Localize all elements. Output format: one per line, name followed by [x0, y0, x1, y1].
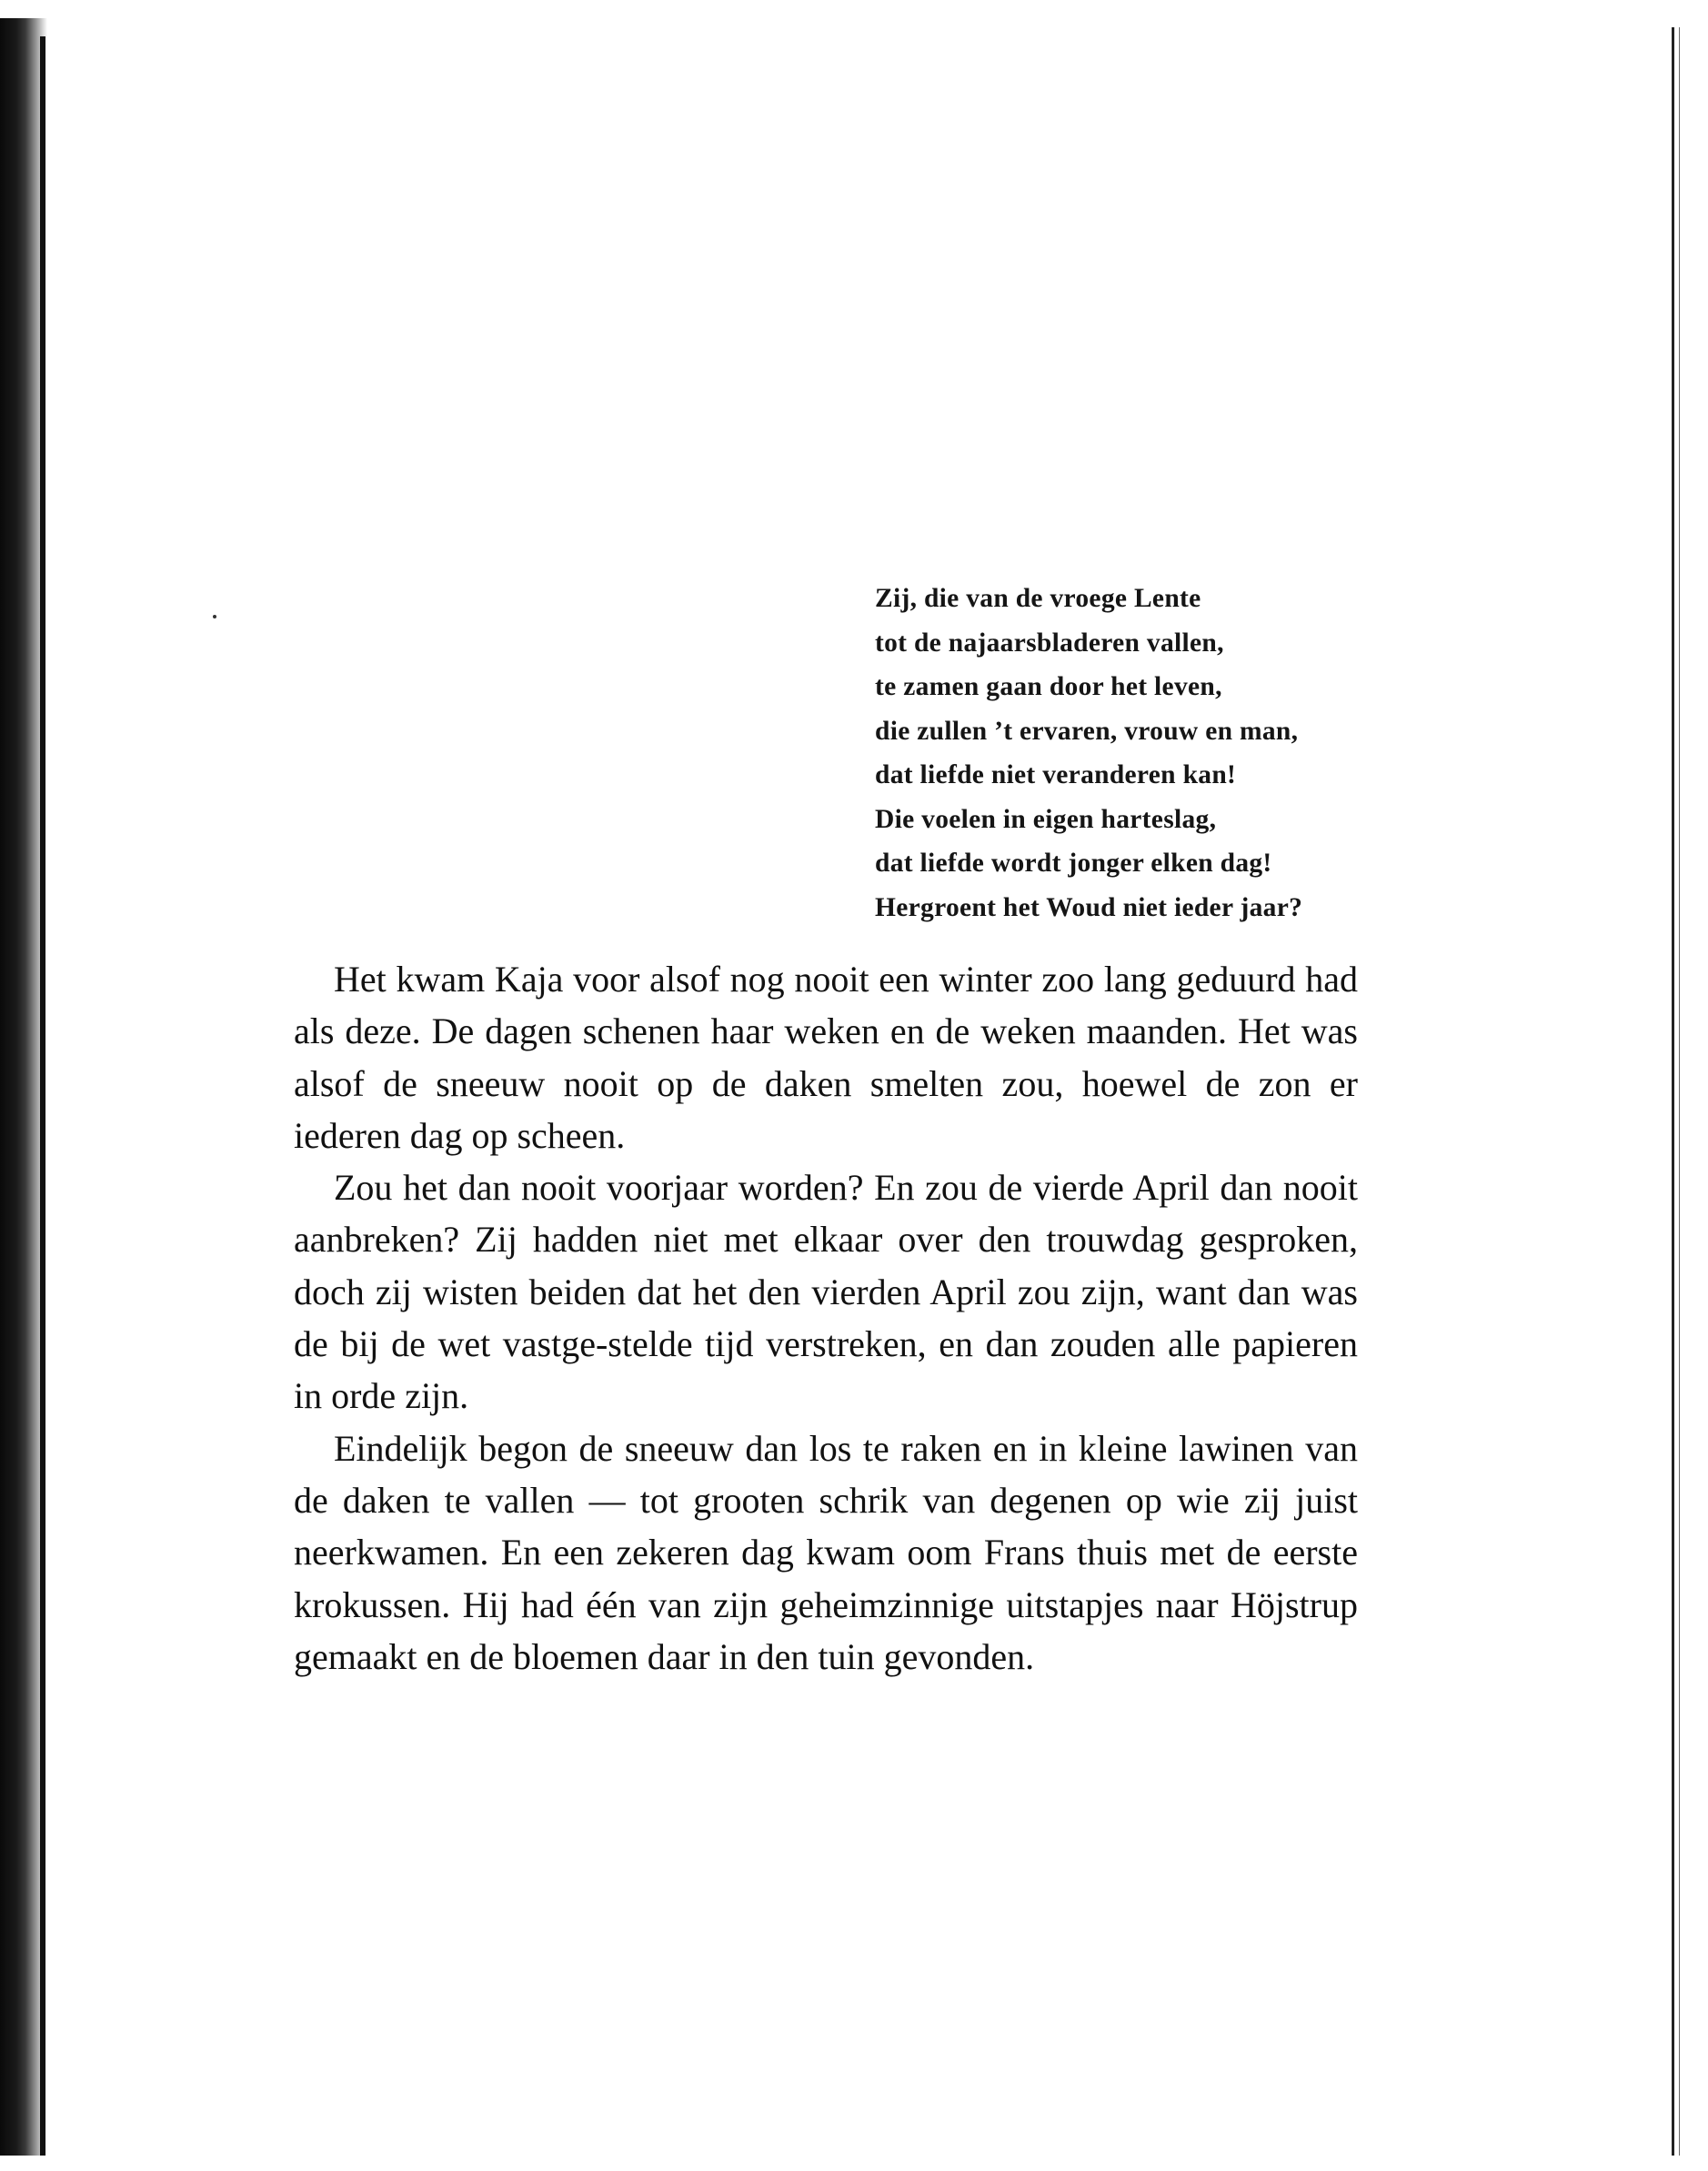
verse-line: Zij, die van de vroege Lente: [875, 584, 1201, 613]
verse-line: te zamen gaan door het leven,: [875, 672, 1222, 701]
paragraph: Zou het dan nooit voorjaar worden? En zou de vierde April dan nooit aanbreken? Zij hadden niet met elkaar over den trouwdag gesproken, doch zij wisten beiden dat het den vierden April zou zijn, want dan was de bij de wet vastge-stelde tijd verstreken, en dan zouden alle papieren in orde zijn.: [294, 1167, 1358, 1417]
verse-line: dat liefde niet veranderen kan!: [875, 760, 1237, 789]
verse-line: Die voelen in eigen harteslag,: [875, 804, 1217, 834]
verse-epigraph: [875, 577, 1384, 930]
body-text: [294, 953, 1358, 1683]
verse-line: dat liefde wordt jonger elken dag!: [875, 849, 1272, 878]
paragraph: Het kwam Kaja voor alsof nog nooit een winter zoo lang geduurd had als deze. De dagen schenen haar weken en de weken maanden. Het was alsof de sneeuw nooit op de daken smelten zou, hoewel de zon er iederen dag op scheen.: [294, 959, 1358, 1156]
verse-line: Hergroent het Woud niet ieder jaar?: [875, 892, 1303, 922]
verse-line: die zullen ’t ervaren, vrouw en man,: [875, 716, 1299, 746]
verse-line: tot de najaarsbladeren vallen,: [875, 628, 1224, 658]
page-right-edge-thin: [1679, 27, 1680, 2156]
page-right-edge: [1672, 27, 1674, 2156]
paragraph: Eindelijk begon de sneeuw dan los te raken en in kleine lawinen van de daken te vallen — tot grooten schrik van degenen op wie zij juist neerkwamen. En een zekeren dag kwam oom Frans thuis met de eerste krokussen. Hij had één van zijn geheimzinnige uitstapjes naar Höjstrup gemaakt en de bloemen daar in den tuin gevonden.: [294, 1427, 1358, 1677]
book-spine-edge: [40, 36, 45, 2156]
scan-speck: [213, 615, 216, 618]
